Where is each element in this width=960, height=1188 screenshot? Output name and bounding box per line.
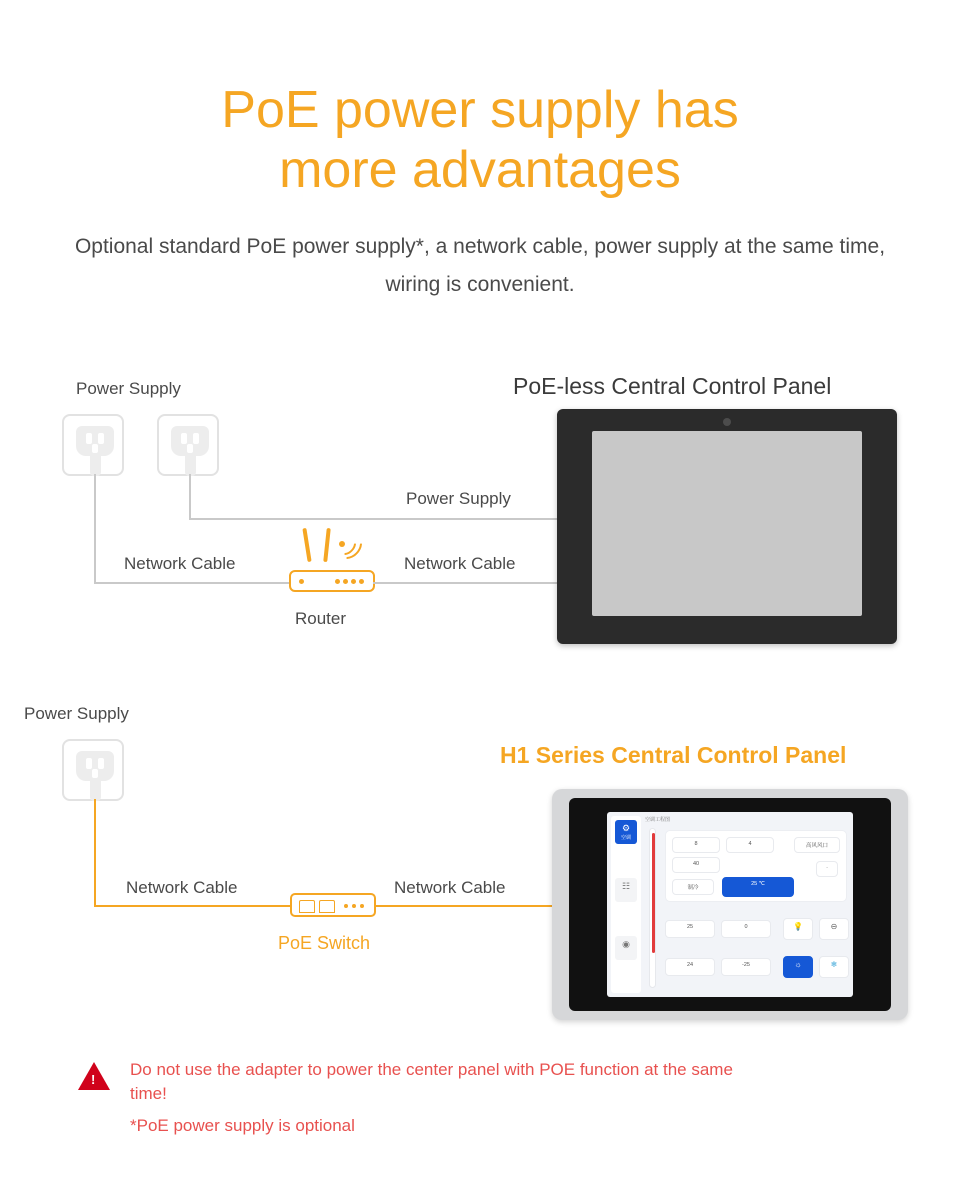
wire-network-vertical-left [94, 474, 96, 584]
heat-button[interactable] [783, 956, 813, 978]
page-title-line1: PoE power supply has [221, 81, 739, 139]
wire-poe-vertical [94, 799, 96, 907]
temp-rate-pill[interactable] [726, 837, 774, 853]
cool-level-pill[interactable] [721, 920, 771, 938]
plug-body [76, 751, 114, 781]
plug-cord [90, 779, 101, 801]
router-label: Router [295, 609, 347, 628]
setpoint-temp-value: 24 [686, 962, 694, 968]
plug-prong-left [181, 433, 187, 444]
volume-pill[interactable] [672, 857, 720, 873]
settings-icon: ◉ [622, 939, 630, 949]
plug-prong-left [86, 758, 92, 769]
panel-screen [592, 431, 862, 616]
plug-prong-right [98, 433, 104, 444]
bulb-icon: 💡 [793, 922, 803, 931]
minus-circle-icon: ⊖ [830, 922, 838, 931]
temperature-slider[interactable] [649, 828, 656, 988]
stepper-pill[interactable] [816, 861, 838, 877]
airflow-pill[interactable] [794, 837, 840, 853]
wire-power-vertical [189, 474, 191, 520]
top-power-supply-wire-label: Power Supply [400, 489, 517, 509]
sidebar-item-grid[interactable] [615, 878, 637, 902]
switch-led-2 [352, 904, 356, 908]
temp-rate-value: 4 [748, 841, 752, 847]
plug-cord [185, 454, 196, 476]
router-led-1 [299, 579, 304, 584]
mode-button[interactable] [672, 879, 714, 895]
bottom-network-cable-left-label: Network Cable [120, 878, 244, 898]
wire-power-horizontal [189, 518, 619, 520]
warning-text: Do not use the adapter to power the center panel with POE function at the same time! [130, 1060, 733, 1103]
poe-less-control-panel [557, 409, 897, 644]
stepper-dot: · [826, 865, 828, 871]
bottom-network-cable-right-label: Network Cable [388, 878, 512, 898]
switch-port-1 [299, 900, 315, 913]
top-network-cable-left-label: Network Cable [118, 554, 242, 574]
plug-cord [90, 454, 101, 476]
fan-speed-value: 8 [694, 841, 698, 847]
sidebar-item-settings[interactable] [615, 936, 637, 960]
power-socket-icon-2 [157, 414, 219, 476]
panel-screen [607, 812, 853, 997]
screen-sidebar [611, 816, 641, 993]
page-subtitle: Optional standard PoE power supply*, a network cable, power supply at the same time, wiring is convenient. [74, 235, 886, 296]
bottom-panel-title: H1 Series Central Control Panel [500, 742, 847, 768]
thermostat-icon: ⚙ [621, 823, 631, 833]
router-led-5 [359, 579, 364, 584]
plug-prong-left [86, 433, 92, 444]
top-power-supply-label: Power Supply [76, 379, 181, 398]
plug-prong-center [92, 444, 98, 453]
switch-led-1 [344, 904, 348, 908]
light-button[interactable] [783, 918, 813, 940]
cool-level-value: 0 [744, 924, 748, 930]
offset-temp-value: -25 [742, 962, 750, 968]
volume-value: 40 [692, 861, 700, 867]
plug-body [76, 426, 114, 456]
router-antenna-right-icon [323, 528, 331, 562]
camera-icon [723, 418, 731, 426]
plug-prong-center [187, 444, 193, 453]
h1-series-control-panel [552, 789, 908, 1020]
plug-prong-right [193, 433, 199, 444]
disable-button[interactable] [819, 918, 849, 940]
setpoint-temp-pill[interactable] [665, 958, 715, 976]
plug-prong-right [98, 758, 104, 769]
plug-prong-center [92, 769, 98, 778]
switch-led-3 [360, 904, 364, 908]
bottom-power-supply-label: Power Supply [24, 704, 129, 723]
fan-blue-icon: ❄ [830, 960, 838, 969]
indoor-temp-value: 25 [686, 924, 694, 930]
wire-network-horizontal-left [94, 582, 294, 584]
temperature-button[interactable] [722, 877, 794, 897]
wifi-arc-2-icon [328, 525, 368, 565]
sidebar-item-hvac[interactable] [615, 820, 637, 844]
power-socket-icon [62, 414, 124, 476]
top-panel-title: PoE-less Central Control Panel [513, 373, 832, 399]
sidebar-item-label: 空调 [620, 835, 631, 841]
switch-port-2 [319, 900, 335, 913]
slider-fill [652, 833, 655, 953]
router-icon [289, 570, 375, 592]
panel-bezel [569, 798, 891, 1011]
router-led-4 [351, 579, 356, 584]
router-led-2 [335, 579, 340, 584]
sun-icon: ☼ [794, 960, 802, 969]
page-title [0, 80, 960, 200]
footnote-text: *PoE power supply is optional [130, 1116, 355, 1135]
hvac-main-card [665, 830, 847, 902]
plug-body [171, 426, 209, 456]
screen-topbar-title: 空调工程图 [645, 817, 671, 823]
airflow-label: 高风风口 [805, 843, 828, 849]
fan-speed-pill[interactable] [672, 837, 720, 853]
grid-icon: ☷ [621, 881, 631, 891]
fan-button[interactable] [819, 956, 849, 978]
poe-switch-label: PoE Switch [278, 933, 371, 953]
mode-label: 制冷 [687, 885, 699, 891]
warning-exclamation-icon: ! [91, 1072, 96, 1087]
temperature-value: 25 ℃ [751, 881, 765, 887]
poe-switch-icon [290, 893, 376, 917]
top-network-cable-right-label: Network Cable [398, 554, 522, 574]
wire-poe-horizontal-right [376, 905, 576, 907]
page-title-line2: more advantages [279, 141, 681, 199]
wire-poe-horizontal-left [94, 905, 292, 907]
indoor-temp-pill[interactable] [665, 920, 715, 938]
power-socket-icon-3 [62, 739, 124, 801]
router-antenna-left-icon [302, 528, 311, 562]
offset-temp-pill[interactable] [721, 958, 771, 976]
router-led-3 [343, 579, 348, 584]
